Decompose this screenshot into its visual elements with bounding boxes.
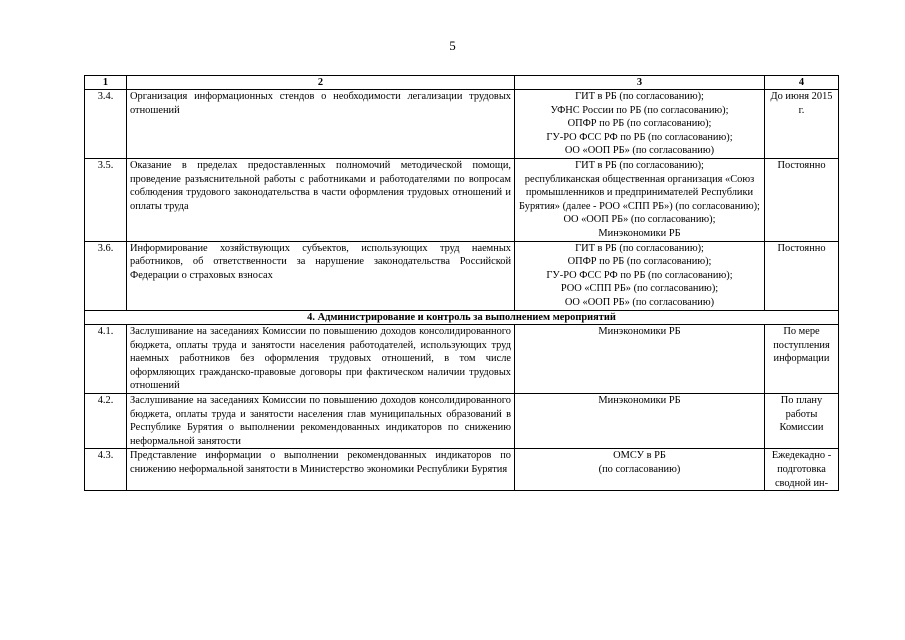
responsible-line: ГИТ в РБ (по согласованию); [575, 159, 704, 171]
responsible-line: ОО «ООП РБ» (по согласованию); [563, 214, 716, 226]
row-deadline: По плану работы Комиссии [765, 394, 839, 449]
table-row [85, 325, 839, 394]
row-deadline: Ежедекадно - подготовка сводной ин- [765, 449, 839, 491]
row-responsible [515, 158, 765, 241]
section-title: 4. Администрирование и контроль за выполнением мероприятий [85, 310, 839, 325]
row-deadline: Постоянно [765, 158, 839, 241]
responsible-line: республиканская общественная организация «Союз промышленников и предпринимателей Республики Бурятия» (далее - РОО «СПП РБ») (по согласованию); [519, 173, 760, 212]
row-task: Представление информации о выполнении рекомендованных индикаторов по снижению неформальной занятости в Министерство экономики Республики Бурятия [127, 449, 515, 491]
row-responsible [515, 241, 765, 310]
row-task: Организация информационных стендов о необходимости легализации трудовых отношений [127, 90, 515, 159]
responsible-line: (по согласованию) [598, 464, 681, 476]
header-col-3: 3 [515, 76, 765, 90]
row-number: 3.6. [85, 241, 127, 310]
row-responsible [515, 394, 765, 449]
row-responsible [515, 90, 765, 159]
header-col-2: 2 [127, 76, 515, 90]
table-row [85, 394, 839, 449]
row-task: Заслушивание на заседаниях Комиссии по повышению доходов консолидированного бюджета, оплаты труда и занятости населения глав муниципальных образований в Республике Бурятия о выполнении рекомендованных индикаторов по снижению неформальной занятости [127, 394, 515, 449]
responsible-line: ОМСУ в РБ [613, 450, 666, 462]
header-col-1: 1 [85, 76, 127, 90]
measures-table [84, 75, 839, 491]
section-row [85, 310, 839, 325]
responsible-line: ГИТ в РБ (по согласованию); [575, 91, 704, 102]
responsible-line: Минэкономики РБ [598, 227, 681, 239]
responsible-line: ГИТ в РБ (по согласованию); [575, 242, 704, 254]
row-deadline: До июня 2015 г. [765, 90, 839, 159]
row-deadline: По мере поступления информации [765, 325, 839, 394]
row-task: Заслушивание на заседаниях Комиссии по повышению доходов консолидированного бюджета, оплаты труда и занятости населения работодателей, использующих труд наемных работников без оформления трудовых отношений, в том числе оформляющих гражданско-правовые договоры при фактическом наличии трудовых отношений [127, 325, 515, 394]
responsible-line: ГУ-РО ФСС РФ по РБ (по согласованию); [546, 131, 733, 143]
page-number: 5 [449, 38, 456, 53]
table-header-row [85, 76, 839, 90]
responsible-line: ОПФР по РБ (по согласованию); [567, 118, 712, 130]
responsible-line: ОО «ООП РБ» (по согласованию) [564, 296, 715, 308]
row-deadline: Постоянно [765, 241, 839, 310]
table-row [85, 241, 839, 310]
row-responsible [515, 325, 765, 394]
header-col-4: 4 [765, 76, 839, 90]
row-number: 3.4. [85, 90, 127, 159]
responsible-line: УФНС России по РБ (по согласованию); [550, 104, 729, 116]
table-row [85, 90, 839, 159]
table-row [85, 449, 839, 491]
row-number: 4.2. [85, 394, 127, 449]
row-responsible [515, 449, 765, 491]
row-task: Информирование хозяйствующих субъектов, использующих труд наемных работников, об ответственности за нарушение законодательства Российской Федерации о страховых взносах [127, 241, 515, 310]
row-task: Оказание в пределах предоставленных полномочий методической помощи, проведение разъяснительной работы с работниками и работодателями по вопросам соблюдения трудового законодательства в части оформления трудовых отношений и оплаты труда [127, 158, 515, 241]
responsible-line: ОПФР по РБ (по согласованию); [567, 256, 712, 268]
responsible-line: Минэкономики РБ [598, 395, 681, 407]
row-number: 4.3. [85, 449, 127, 491]
row-number: 3.5. [85, 158, 127, 241]
responsible-line: РОО «СПП РБ» (по согласованию); [560, 283, 719, 295]
responsible-line: ГУ-РО ФСС РФ по РБ (по согласованию); [546, 269, 733, 281]
table-row [85, 158, 839, 241]
responsible-line: Минэкономики РБ [598, 326, 681, 338]
responsible-line: ОО «ООП РБ» (по согласованию) [564, 145, 715, 157]
row-number: 4.1. [85, 325, 127, 394]
